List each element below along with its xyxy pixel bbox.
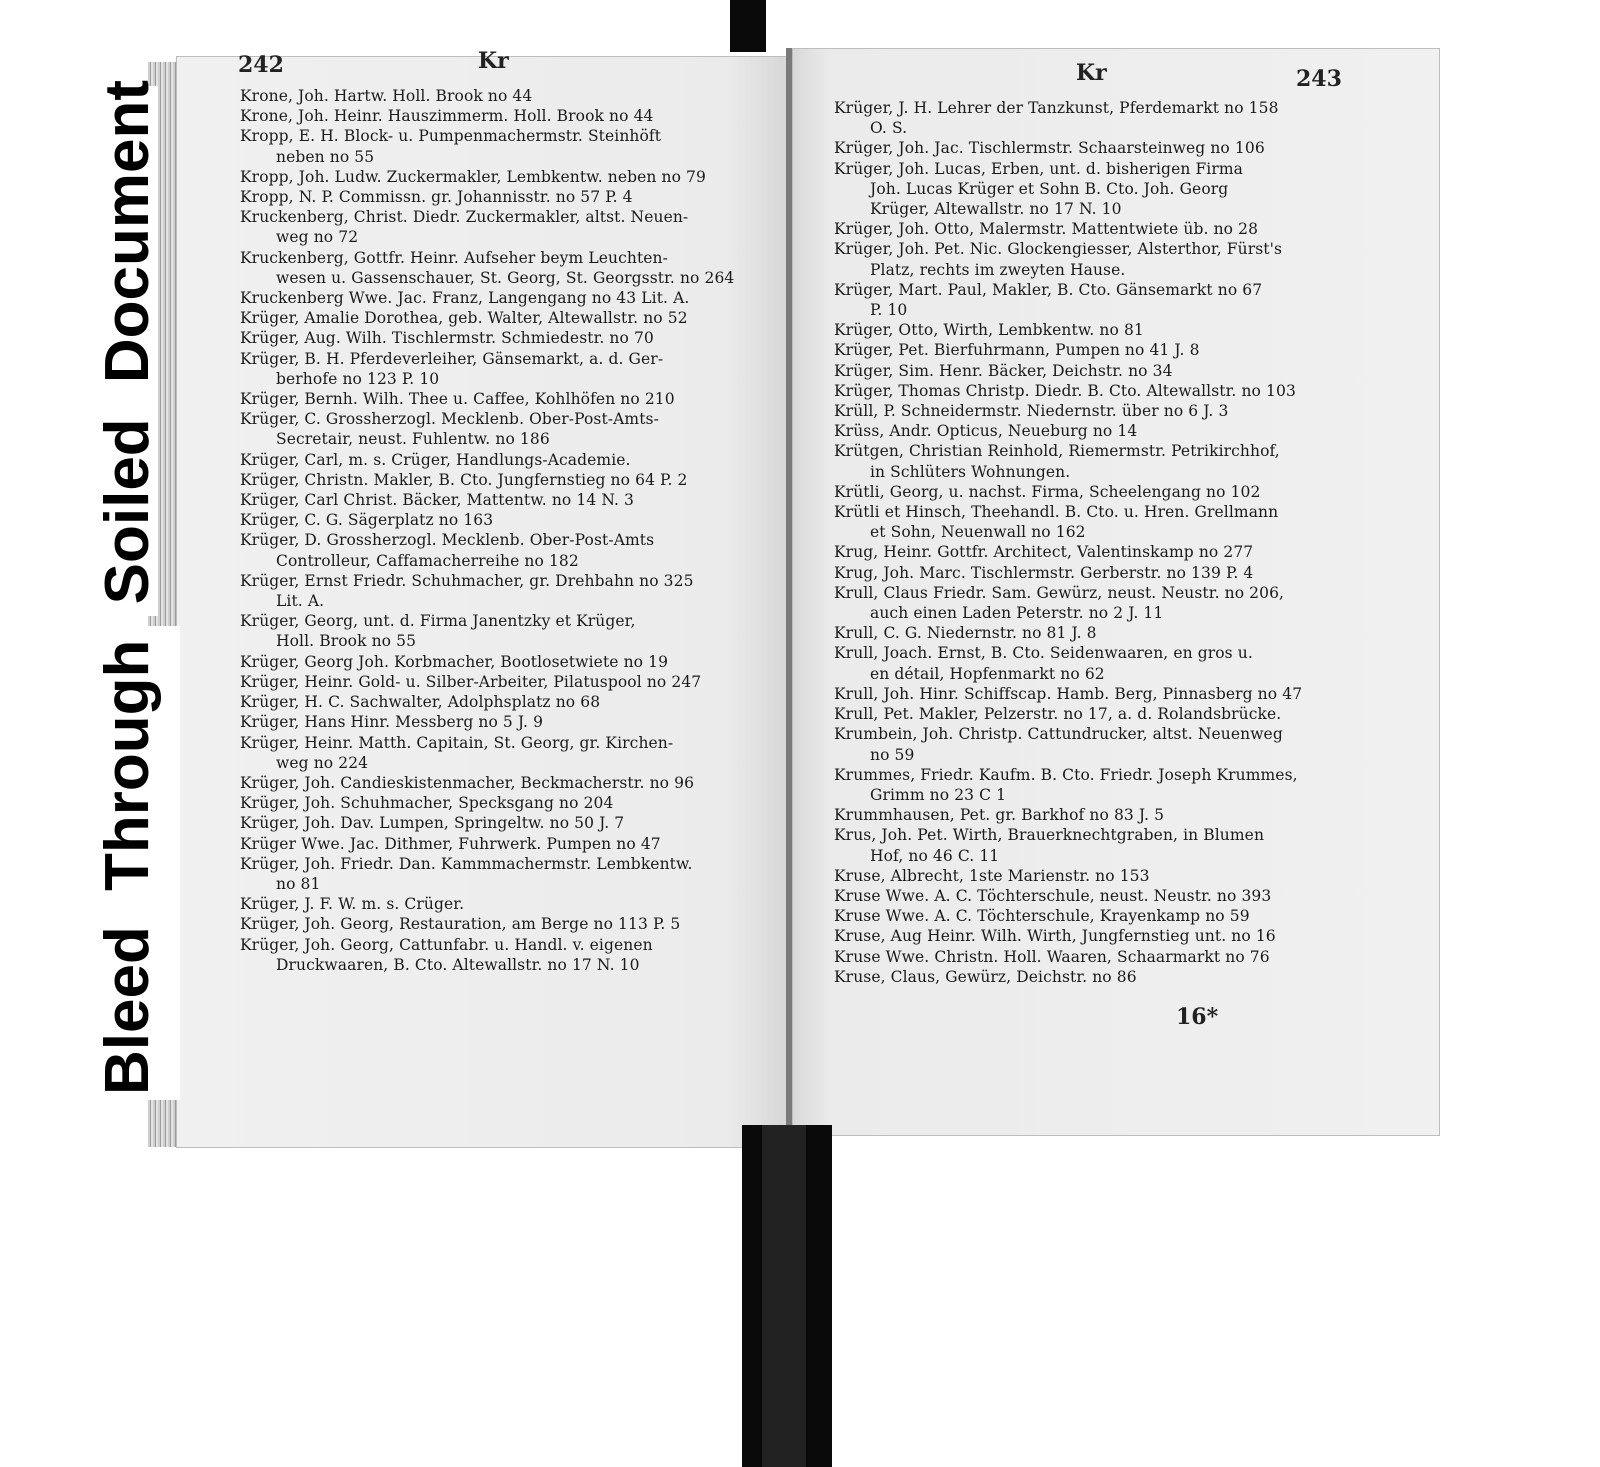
- entry-line: Krüger, Georg, unt. d. Firma Janentzky et Krüger,: [240, 612, 636, 631]
- directory-entry: [834, 765, 1394, 805]
- directory-entry: [240, 773, 760, 793]
- entry-line: Krug, Joh. Marc. Tischlermstr. Gerberstr. no 139 P. 4: [834, 563, 1254, 582]
- entry-line: Krüger, Joh. Georg, Restauration, am Berge no 113 P. 5: [240, 915, 681, 934]
- entry-continuation: Grimm no 23 C 1: [870, 785, 1007, 804]
- directory-entry: [240, 126, 760, 166]
- entry-line: Krüger, Amalie Dorothea, geb. Walter, Altewallstr. no 52: [240, 309, 688, 328]
- entry-line: Krüger, Joh. Pet. Nic. Glockengiesser, Alsterthor, Fürst's: [834, 240, 1283, 259]
- directory-entry: [834, 441, 1394, 481]
- entry-line: Krüger, Carl Christ. Bäcker, Mattentw. no 14 N. 3: [240, 491, 635, 510]
- document-condition-label: Bleed Through Soiled Document: [93, 79, 162, 1095]
- directory-entry: [834, 947, 1394, 967]
- entry-line: Kruse, Aug Heinr. Wilh. Wirth, Jungfernstieg unt. no 16: [834, 927, 1276, 946]
- entry-line: Krüger, Carl, m. s. Crüger, Handlungs-Academie.: [240, 450, 631, 469]
- binding-strip-bottom-inner: [762, 1125, 806, 1467]
- directory-entry: [834, 381, 1394, 401]
- entry-continuation: et Sohn, Neuenwall no 162: [870, 523, 1086, 542]
- directory-entry: [834, 866, 1394, 886]
- directory-entry: [240, 733, 760, 773]
- entry-line: Kruse Wwe. A. C. Töchterschule, Krayenkamp no 59: [834, 907, 1250, 926]
- directory-entry: [834, 138, 1394, 158]
- left-page-entries: [240, 86, 760, 975]
- entry-line: Kropp, N. P. Commissn. gr. Johannisstr. no 57 P. 4: [240, 188, 633, 207]
- directory-entry: [834, 421, 1394, 441]
- entry-line: Krull, Joh. Hinr. Schiffscap. Hamb. Berg, Pinnasberg no 47: [834, 684, 1303, 703]
- directory-entry: [240, 470, 760, 490]
- right-page-entries: [834, 98, 1394, 987]
- directory-entry: [240, 106, 760, 126]
- entry-continuation: en détail, Hopfenmarkt no 62: [870, 664, 1105, 683]
- entry-line: Krüger, D. Grossherzogl. Mecklenb. Ober-Post-Amts: [240, 531, 655, 550]
- directory-entry: [240, 652, 760, 672]
- entry-line: Kruckenberg, Christ. Diedr. Zuckermakler, altst. Neuen-: [240, 208, 689, 227]
- directory-entry: [240, 328, 760, 348]
- entry-continuation: Hof, no 46 C. 11: [870, 846, 1000, 865]
- directory-entry: [834, 361, 1394, 381]
- entry-line: Krütgen, Christian Reinhold, Riemermstr. Petrikirchhof,: [834, 442, 1280, 461]
- directory-entry: [834, 623, 1394, 643]
- directory-entry: [240, 571, 760, 611]
- entry-continuation: wesen u. Gassenschauer, St. Georg, St. Georgsstr. no 264: [276, 268, 735, 287]
- entry-line: Krone, Joh. Heinr. Hauszimmerm. Holl. Brook no 44: [240, 107, 654, 126]
- directory-entry: [834, 219, 1394, 239]
- entry-line: Krull, Pet. Makler, Pelzerstr. no 17, a. d. Rolandsbrücke.: [834, 705, 1282, 724]
- entry-line: Krüger, Bernh. Wilh. Thee u. Caffee, Kohlhöfen no 210: [240, 390, 675, 409]
- directory-entry: [240, 611, 760, 651]
- entry-continuation: neben no 55: [276, 147, 375, 166]
- directory-entry: [240, 248, 760, 288]
- directory-entry: [834, 724, 1394, 764]
- directory-entry: [834, 98, 1394, 138]
- entry-line: Krone, Joh. Hartw. Holl. Brook no 44: [240, 87, 533, 105]
- entry-continuation: no 81: [276, 874, 321, 893]
- directory-entry: [240, 288, 760, 308]
- directory-entry: [834, 684, 1394, 704]
- entry-line: Krüger, Heinr. Matth. Capitain, St. Georg, gr. Kirchen-: [240, 733, 674, 752]
- directory-entry: [240, 86, 760, 106]
- entry-line: Krütli et Hinsch, Theehandl. B. Cto. u. Hren. Grellmann: [834, 503, 1279, 522]
- entry-line: Krüll, P. Schneidermstr. Niedernstr. über no 6 J. 3: [834, 402, 1229, 421]
- entry-line: Krummhausen, Pet. gr. Barkhof no 83 J. 5: [834, 806, 1165, 825]
- entry-line: Krüger Wwe. Jac. Dithmer, Fuhrwerk. Pumpen no 47: [240, 834, 661, 853]
- entry-line: Krütli, Georg, u. nachst. Firma, Scheelengang no 102: [834, 482, 1261, 501]
- entry-line: Krummes, Friedr. Kaufm. B. Cto. Friedr. Joseph Krummes,: [834, 765, 1298, 784]
- entry-continuation: Joh. Lucas Krüger et Sohn B. Cto. Joh. Georg: [870, 179, 1229, 198]
- directory-entry: [834, 401, 1394, 421]
- entry-line: Krüger, Joh. Lucas, Erben, unt. d. bisherigen Firma: [834, 159, 1244, 178]
- directory-entry: [834, 906, 1394, 926]
- entry-continuation: Platz, rechts im zweyten Hause.: [870, 260, 1126, 279]
- entry-line: Kruse Wwe. A. C. Töchterschule, neust. Neustr. no 393: [834, 886, 1272, 905]
- entry-continuation: O. S.: [870, 119, 908, 138]
- directory-entry: [240, 510, 760, 530]
- directory-entry: [834, 563, 1394, 583]
- directory-entry: [834, 320, 1394, 340]
- directory-entry: [240, 389, 760, 409]
- binding-strip-top: [730, 0, 766, 52]
- entry-line: Krüger, Mart. Paul, Makler, B. Cto. Gänsemarkt no 67: [834, 280, 1263, 299]
- entry-line: Krüger, B. H. Pferdeverleiher, Gänsemarkt, a. d. Ger-: [240, 349, 664, 368]
- entry-line: Krüger, C. Grossherzogl. Mecklenb. Ober-Post-Amts-: [240, 410, 659, 429]
- entry-continuation: weg no 72: [276, 228, 359, 247]
- directory-entry: [834, 542, 1394, 562]
- directory-entry: [834, 886, 1394, 906]
- directory-entry: [240, 672, 760, 692]
- entry-line: Krull, Joach. Ernst, B. Cto. Seidenwaaren, en gros u.: [834, 644, 1253, 663]
- entry-line: Krüger, Joh. Schuhmacher, Specksgang no 204: [240, 794, 614, 813]
- entry-continuation: in Schlüters Wohnungen.: [870, 462, 1071, 481]
- entry-line: Krüger, Christn. Makler, B. Cto. Jungfernstieg no 64 P. 2: [240, 470, 688, 489]
- directory-entry: [240, 167, 760, 187]
- right-page-header: Kr: [1076, 60, 1107, 86]
- entry-line: Kruckenberg, Gottfr. Heinr. Aufseher beym Leuchten-: [240, 248, 668, 267]
- directory-entry: [240, 834, 760, 854]
- directory-entry: [834, 502, 1394, 542]
- entry-line: Kropp, E. H. Block- u. Pumpenmachermstr. Steinhöft: [240, 127, 662, 146]
- entry-line: Krüger, Heinr. Gold- u. Silber-Arbeiter, Pilatuspool no 247: [240, 672, 702, 691]
- directory-entry: [834, 967, 1394, 987]
- entry-line: Krüger, H. C. Sachwalter, Adolphsplatz no 68: [240, 693, 601, 712]
- entry-continuation: P. 10: [870, 301, 908, 320]
- directory-entry: [240, 914, 760, 934]
- entry-line: Krüger, Georg Joh. Korbmacher, Bootlosetwiete no 19: [240, 652, 669, 671]
- directory-entry: [240, 530, 760, 570]
- entry-line: Krüger, Joh. Georg, Cattunfabr. u. Handl. v. eigenen: [240, 935, 653, 954]
- directory-entry: [834, 704, 1394, 724]
- entry-continuation: Holl. Brook no 55: [276, 632, 417, 651]
- entry-line: Krüger, Pet. Bierfuhrmann, Pumpen no 41 J. 8: [834, 341, 1200, 360]
- entry-line: Krumbein, Joh. Christp. Cattundrucker, altst. Neuenweg: [834, 725, 1283, 744]
- directory-entry: [240, 712, 760, 732]
- entry-line: Krüger, Joh. Dav. Lumpen, Springeltw. no 50 J. 7: [240, 814, 625, 833]
- entry-line: Krüger, Ernst Friedr. Schuhmacher, gr. Drehbahn no 325: [240, 571, 694, 590]
- directory-entry: [240, 308, 760, 328]
- signature-mark: 16*: [1176, 1004, 1219, 1030]
- directory-entry: [834, 482, 1394, 502]
- entry-line: Krull, C. G. Niedernstr. no 81 J. 8: [834, 624, 1097, 643]
- entry-line: Krüger, Joh. Friedr. Dan. Kammmachermstr. Lembkentw.: [240, 854, 693, 873]
- entry-continuation: Controlleur, Caffamacherreihe no 182: [276, 551, 579, 570]
- directory-entry: [834, 199, 1394, 219]
- entry-line: Krus, Joh. Pet. Wirth, Brauerknechtgraben, in Blumen: [834, 826, 1265, 845]
- directory-entry: [240, 854, 760, 894]
- entry-line: Krüger, Sim. Henr. Bäcker, Deichstr. no 34: [834, 361, 1173, 380]
- entry-line: Kruse Wwe. Christn. Holl. Waaren, Schaarmarkt no 76: [834, 947, 1270, 966]
- entry-line: Krüger, Joh. Jac. Tischlermstr. Schaarsteinweg no 106: [834, 139, 1265, 158]
- entry-line: Kruckenberg Wwe. Jac. Franz, Langengang no 43 Lit. A.: [240, 289, 690, 308]
- directory-entry: [834, 583, 1394, 623]
- entry-line: Kruse, Claus, Gewürz, Deichstr. no 86: [834, 967, 1137, 986]
- entry-line: Krug, Heinr. Gottfr. Architect, Valentinskamp no 277: [834, 543, 1254, 562]
- entry-continuation: weg no 224: [276, 753, 369, 772]
- entry-continuation: berhofe no 123 P. 10: [276, 369, 440, 388]
- directory-entry: [834, 159, 1394, 199]
- directory-entry: [240, 207, 760, 247]
- directory-entry: [834, 926, 1394, 946]
- directory-entry: [240, 935, 760, 975]
- directory-entry: [834, 805, 1394, 825]
- entry-continuation: Lit. A.: [276, 592, 325, 611]
- directory-entry: [240, 793, 760, 813]
- entry-continuation: Krüger, Altewallstr. no 17 N. 10: [870, 200, 1122, 219]
- directory-entry: [240, 349, 760, 389]
- left-page-header: Kr: [478, 48, 509, 74]
- directory-entry: [240, 692, 760, 712]
- right-page-number: 243: [1296, 66, 1342, 92]
- entry-line: Kruse, Albrecht, 1ste Marienstr. no 153: [834, 866, 1150, 885]
- entry-continuation: auch einen Laden Peterstr. no 2 J. 11: [870, 604, 1164, 623]
- entry-line: Kropp, Joh. Ludw. Zuckermakler, Lembkentw. neben no 79: [240, 167, 706, 186]
- left-page-number: 242: [238, 52, 284, 78]
- directory-entry: [834, 825, 1394, 865]
- entry-line: Krüger, Thomas Christp. Diedr. B. Cto. Altewallstr. no 103: [834, 381, 1296, 400]
- entry-continuation: Druckwaaren, B. Cto. Altewallstr. no 17 N. 10: [276, 955, 640, 974]
- directory-entry: [240, 813, 760, 833]
- directory-entry: [240, 894, 760, 914]
- directory-entry: [834, 643, 1394, 683]
- entry-line: Krüger, Hans Hinr. Messberg no 5 J. 9: [240, 713, 544, 732]
- directory-entry: [834, 280, 1394, 320]
- directory-entry: [240, 450, 760, 470]
- entry-line: Krüger, Aug. Wilh. Tischlermstr. Schmiedestr. no 70: [240, 329, 654, 348]
- entry-line: Krüger, C. G. Sägerplatz no 163: [240, 511, 494, 530]
- directory-entry: [834, 340, 1394, 360]
- directory-entry: [240, 490, 760, 510]
- entry-line: Krüger, J. F. W. m. s. Crüger.: [240, 895, 465, 914]
- entry-continuation: Secretair, neust. Fuhlentw. no 186: [276, 430, 550, 449]
- entry-line: Krüger, Joh. Candieskistenmacher, Beckmacherstr. no 96: [240, 773, 695, 792]
- entry-line: Krüss, Andr. Opticus, Neueburg no 14: [834, 422, 1138, 441]
- entry-line: Krull, Claus Friedr. Sam. Gewürz, neust. Neustr. no 206,: [834, 583, 1285, 602]
- entry-line: Krüger, Joh. Otto, Malermstr. Mattentwiete üb. no 28: [834, 220, 1259, 239]
- entry-continuation: no 59: [870, 745, 915, 764]
- directory-entry: [834, 239, 1394, 279]
- directory-entry: [240, 187, 760, 207]
- entry-line: Krüger, Otto, Wirth, Lembkentw. no 81: [834, 321, 1144, 340]
- directory-entry: [240, 409, 760, 449]
- entry-line: Krüger, J. H. Lehrer der Tanzkunst, Pferdemarkt no 158: [834, 99, 1279, 117]
